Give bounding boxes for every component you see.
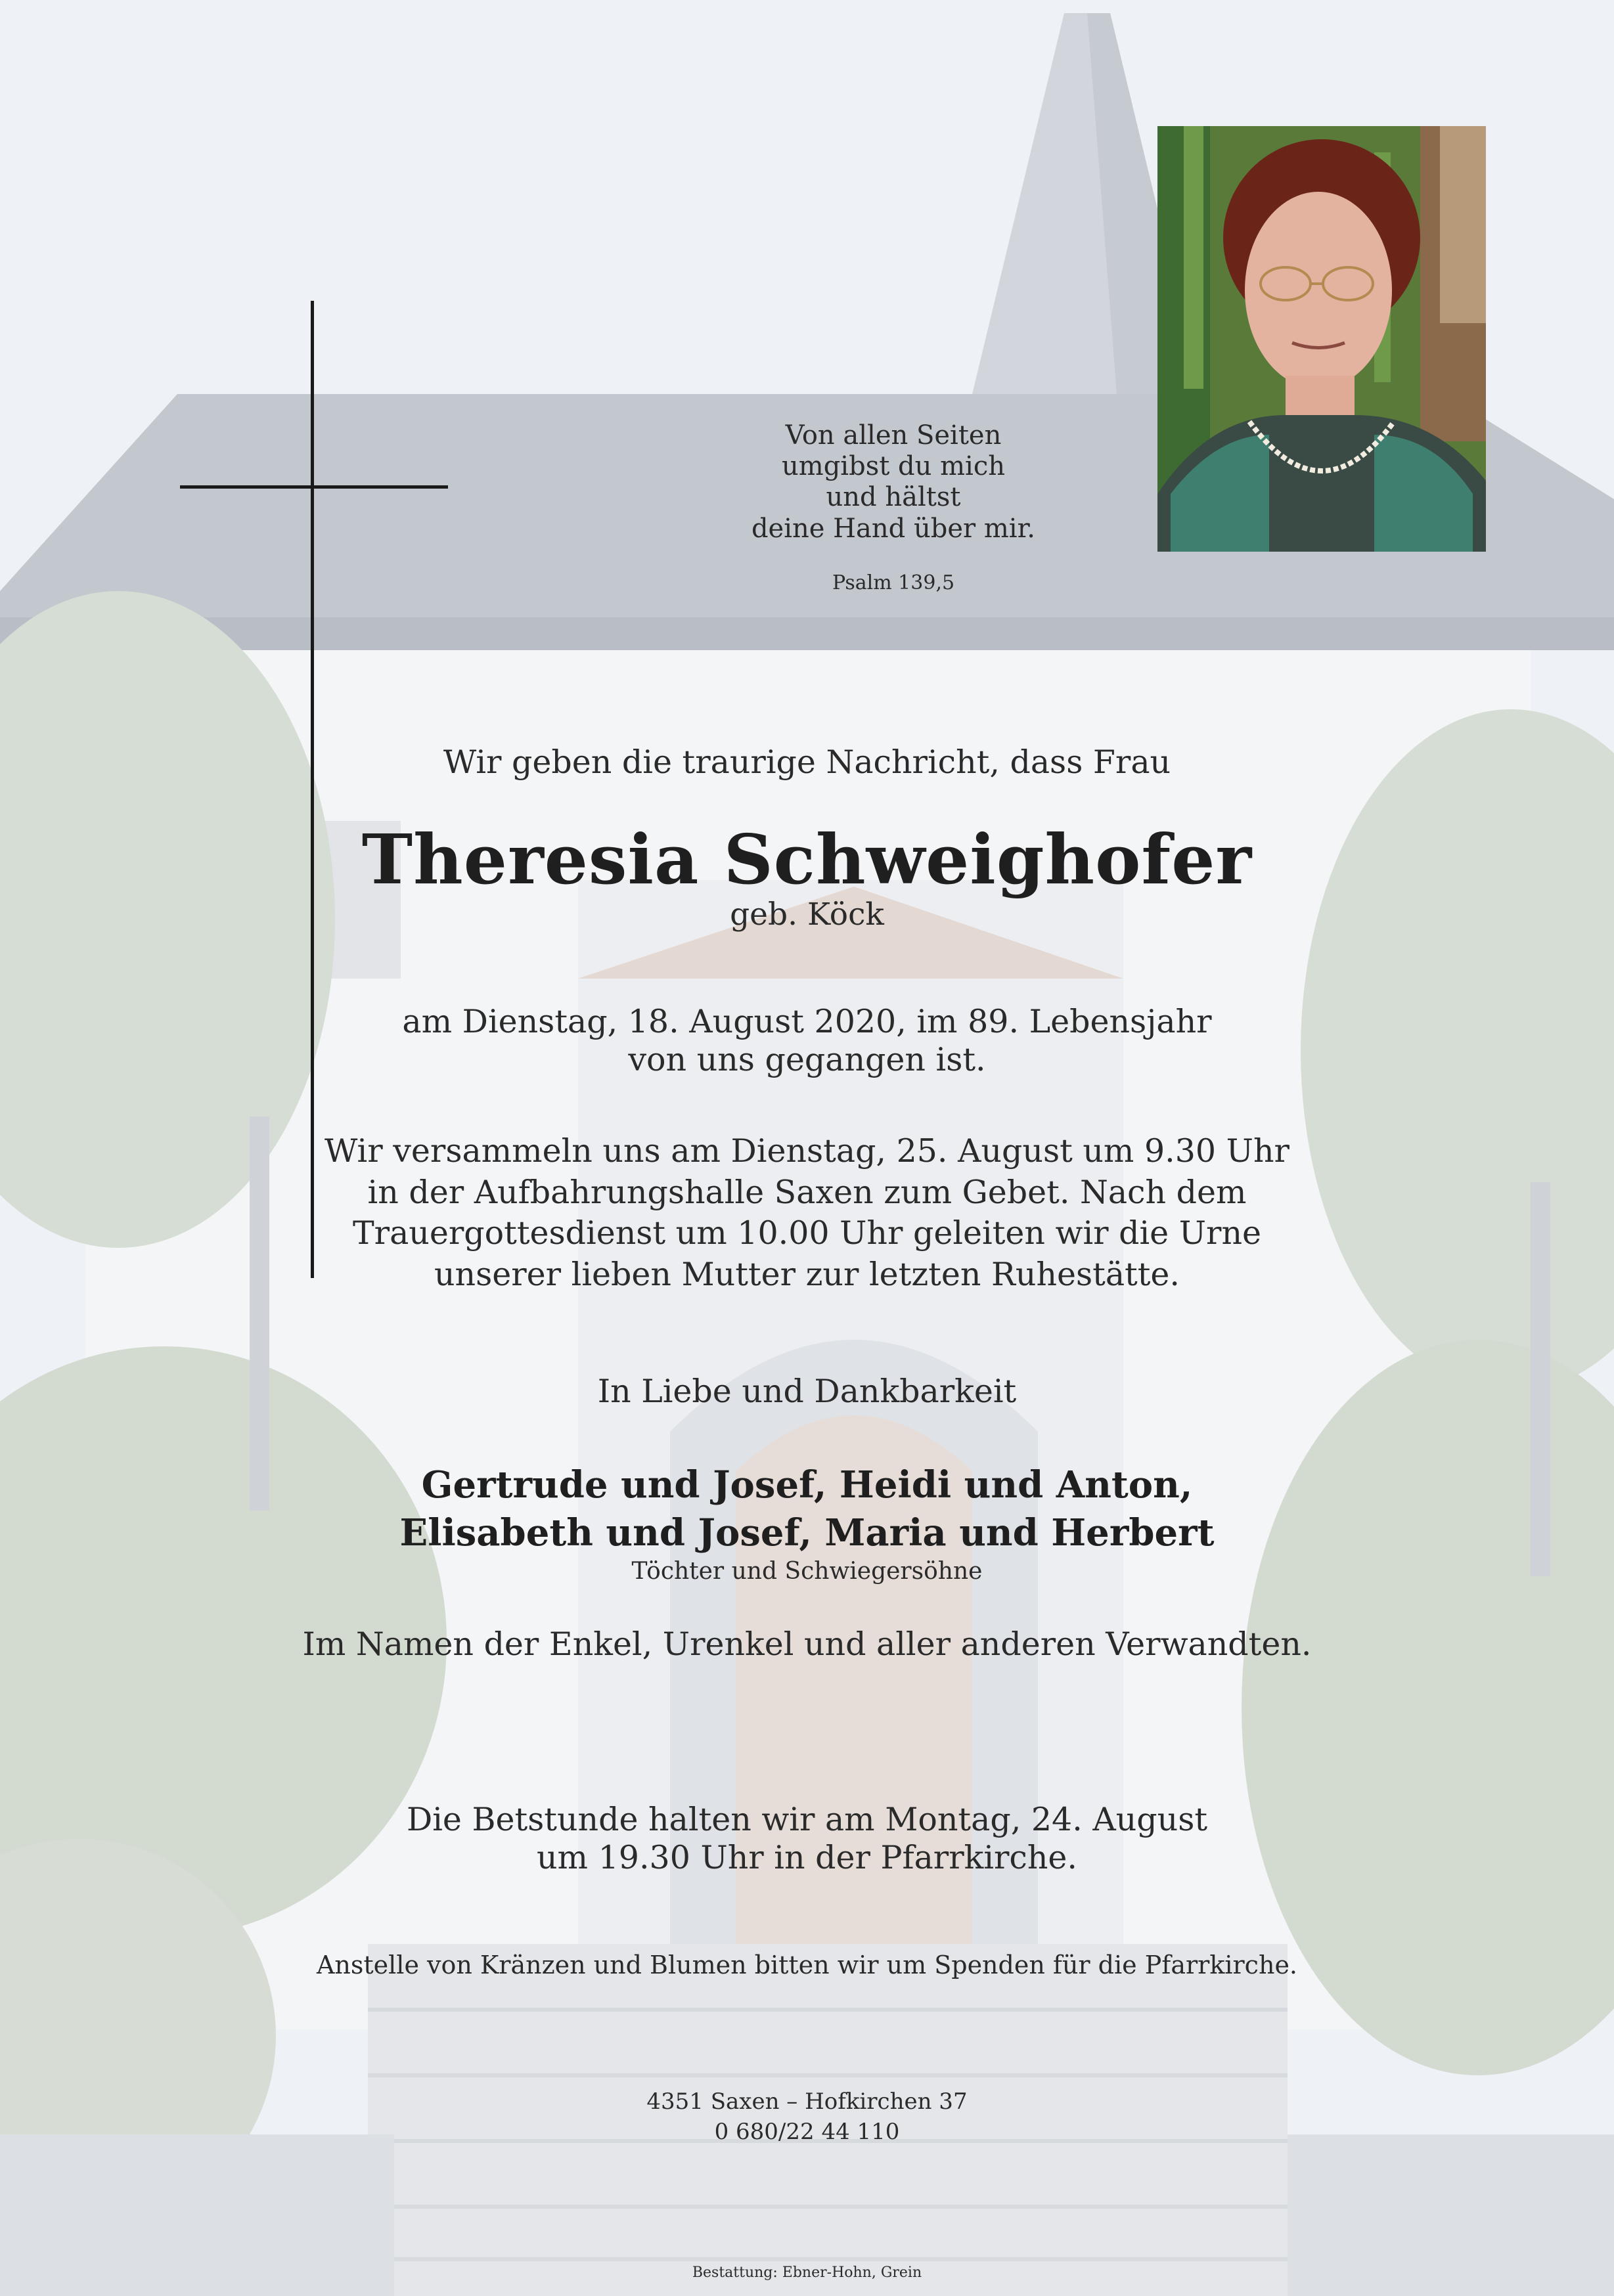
cross-horizontal-bar xyxy=(180,485,448,489)
phone-number: 0 680/22 44 110 xyxy=(714,2118,900,2145)
address-line: 4351 Saxen – Hofkirchen 37 xyxy=(646,2088,968,2115)
ceremony-line: Trauergottesdienst um 10.00 Uhr geleiten wir die Urne xyxy=(352,1214,1262,1252)
psalm-line: und hältst xyxy=(826,482,961,513)
mourners-line: Elisabeth und Josef, Maria und Herbert xyxy=(399,1511,1215,1555)
relatives-text: Im Namen der Enkel, Urenkel und aller anderen Verwandten. xyxy=(302,1625,1312,1663)
prayer-notice xyxy=(0,1801,1614,1877)
psalm-line: umgibst du mich xyxy=(782,451,1005,482)
ceremony-line: Wir versammeln uns am Dienstag, 25. August um 9.30 Uhr xyxy=(325,1132,1289,1170)
intro-text: Wir geben die traurige Nachricht, dass Frau xyxy=(443,743,1171,781)
deceased-name: Theresia Schweighofer xyxy=(361,819,1253,900)
ceremony-details xyxy=(0,1131,1614,1296)
mourners-line: Gertrude und Josef, Heidi und Anton, xyxy=(421,1463,1193,1507)
prayer-line: Die Betstunde halten wir am Montag, 24. August xyxy=(406,1801,1208,1838)
ceremony-line: in der Aufbahrungshalle Saxen zum Gebet. Nach dem xyxy=(367,1173,1247,1211)
family-address xyxy=(0,2087,1614,2148)
psalm-verse xyxy=(736,420,1051,544)
death-notice xyxy=(0,1003,1614,1079)
prayer-line: um 19.30 Uhr in der Pfarrkirche. xyxy=(537,1838,1077,1876)
psalm-line: deine Hand über mir. xyxy=(751,513,1036,544)
portrait-photo xyxy=(1157,126,1486,552)
ceremony-line: unserer lieben Mutter zur letzten Ruhestätte. xyxy=(434,1256,1180,1294)
mourners xyxy=(0,1461,1614,1557)
mourners-caption: Töchter und Schwiegersöhne xyxy=(631,1558,983,1585)
donation-request: Anstelle von Kränzen und Blumen bitten wir um Spenden für die Pfarrkirche. xyxy=(316,1951,1298,1979)
psalm-reference: Psalm 139,5 xyxy=(832,571,955,594)
death-line: von uns gegangen ist. xyxy=(628,1040,986,1078)
maiden-name: geb. Köck xyxy=(730,896,884,933)
psalm-line: Von allen Seiten xyxy=(785,420,1002,451)
undertaker-credit: Bestattung: Ebner-Hohn, Grein xyxy=(692,2264,922,2281)
death-line: am Dienstag, 18. August 2020, im 89. Lebensjahr xyxy=(402,1003,1212,1040)
closing-text: In Liebe und Dankbarkeit xyxy=(597,1373,1017,1410)
